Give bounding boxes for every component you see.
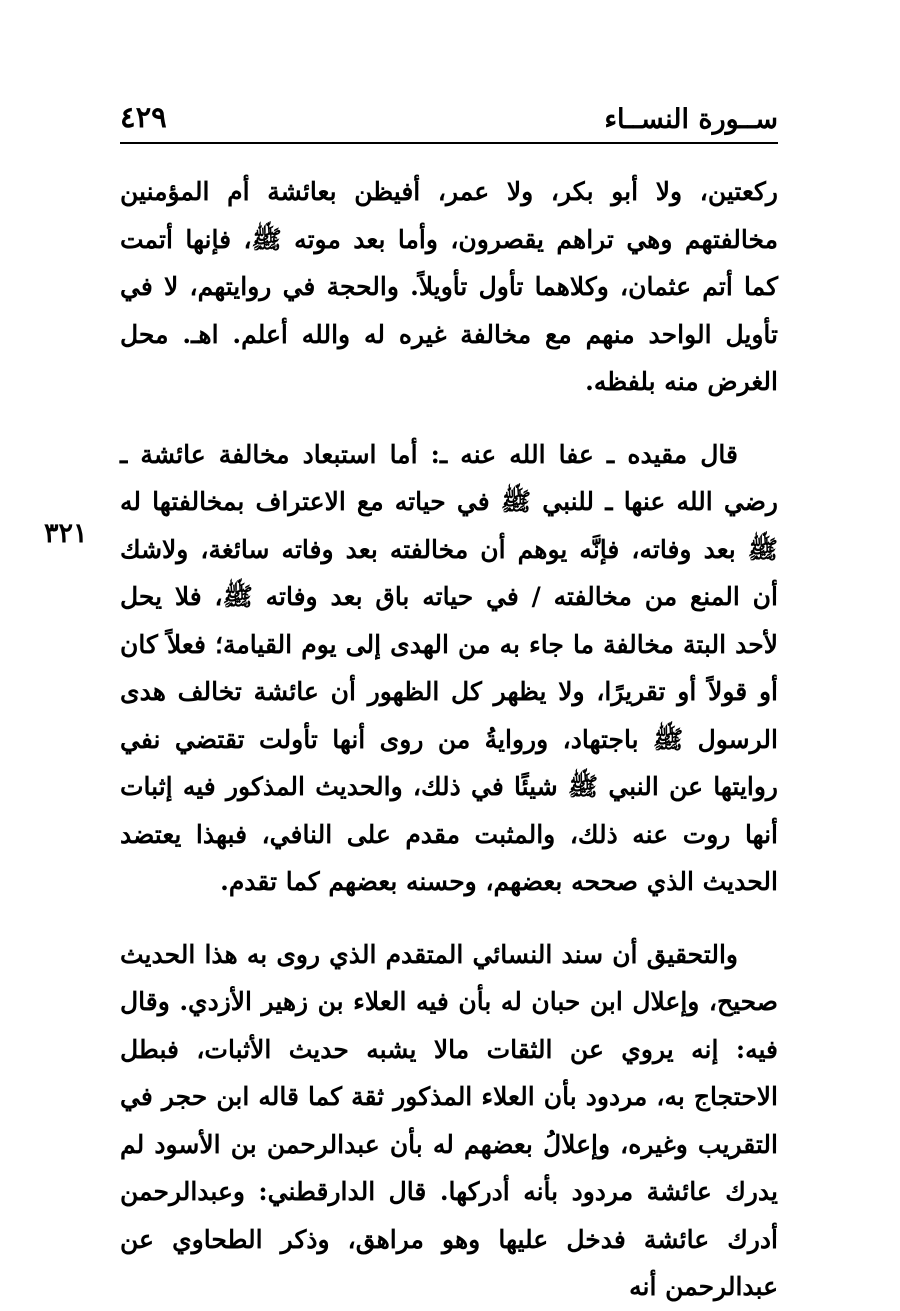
page-number: ٤٢٩ <box>120 100 167 134</box>
paragraph-1: ركعتين، ولا أبو بكر، ولا عمر، أفيظن بعائشة أم المؤمنين مخالفتهم وهي تراهم يقصرون، وأما بعد موته ﷺ، فإنها أتمت كما أتم عثمان، وكلاهما تأول تأويلاً. والحجة في روايتهم، لا في تأويل الواحد منهم مع مخالفة غيره له والله أعلم. اهـ. محل الغرض منه بلفظه. <box>120 177 778 396</box>
page-header <box>120 96 778 144</box>
surah-title: ســورة النســاء <box>604 104 778 135</box>
main-text <box>120 168 778 1311</box>
margin-page-reference: ٣٢١ <box>44 518 88 549</box>
paragraph-2: قال مقيده ـ عفا الله عنه ـ: أما استبعاد مخالفة عائشة ـ رضي الله عنها ـ للنبي ﷺ في حياته مع الاعتراف بمخالفتها له ﷺ بعد وفاته، فإنَّه يوهم أن مخالفته بعد وفاته سائغة، ولاشك أن المنع من مخالفته / في حياته باق بعد وفاته ﷺ، فلا يحل لأحد البتة مخالفة ما جاء به من الهدى إلى يوم القيامة؛ فعلاً كان أو قولاً أو تقريرًا، ولا يظهر كل الظهور أن عائشة تخالف هدى الرسول ﷺ باجتهاد، وروايةُ من روى أنها تأولت تقتضي نفي روايتها عن النبي ﷺ شيئًا في ذلك، والحديث المذكور فيه إثبات أنها روت عنه ذلك، والمثبت مقدم على النافي، فبهذا يعتضد الحديث الذي صححه بعضهم، وحسنه بعضهم كما تقدم. <box>120 439 778 896</box>
paragraph-3: والتحقيق أن سند النسائي المتقدم الذي روى به هذا الحديث صحيح، وإعلال ابن حبان له بأن فيه العلاء بن زهير الأزدي. وقال فيه: إنه يروي عن الثقات مالا يشبه حديث الأثبات، فبطل الاحتجاج به، مردود بأن العلاء المذكور ثقة كما قاله ابن حجر في التقريب وغيره، وإعلالُ بعضهم له بأن عبدالرحمن بن الأسود لم يدرك عائشة مردود بأنه أدركها. قال الدارقطني: وعبدالرحمن أدرك عائشة فدخل عليها وهو مراهق، وذكر الطحاوي عن عبدالرحمن أنه <box>120 939 778 1301</box>
